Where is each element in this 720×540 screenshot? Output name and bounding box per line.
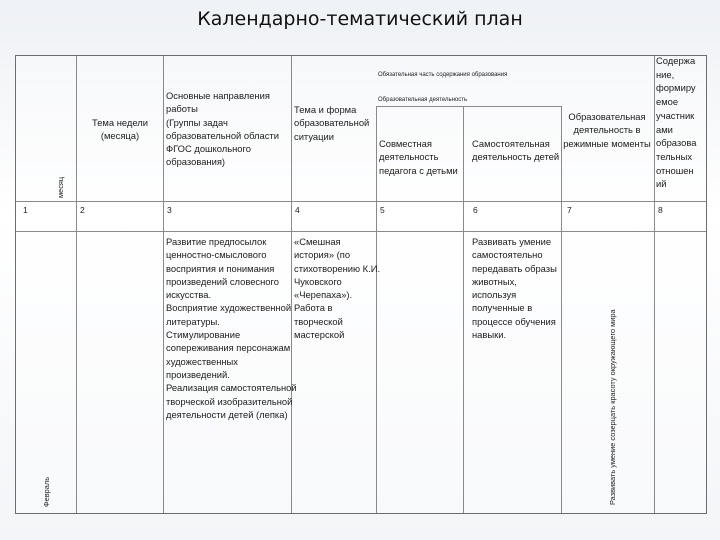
grid-line (654, 56, 655, 513)
page-title: Календарно-тематический план (197, 8, 523, 30)
header-regime-activity (561, 110, 653, 150)
header-directions-line: работы (166, 103, 198, 115)
row-directions-line: сопереживания персонажам (166, 342, 291, 354)
header-directions-line: (Группы задач (166, 116, 228, 128)
row-independent-text (472, 235, 557, 341)
grid-line (561, 106, 562, 513)
column-number: 2 (80, 205, 85, 215)
header-content-line: емое (656, 96, 679, 108)
row-directions-line: искусства. (166, 289, 212, 301)
grid-line (163, 56, 164, 513)
row-directions-line: Развитие предпосылок (166, 236, 267, 247)
row-directions-line: произведений словесного (166, 275, 279, 287)
row-independent-line: Развивать умение (472, 236, 552, 247)
row-directions-line: Восприятие художественной (166, 302, 292, 314)
header-week-theme (82, 116, 158, 143)
row-directions-line: произведений. (166, 368, 230, 380)
row-independent-line: передавать образы (472, 262, 557, 274)
header-form-theme-line: ситуации (294, 130, 334, 142)
header-regime-activity-line: деятельность в (573, 124, 641, 136)
column-number: 4 (295, 205, 300, 215)
header-directions-line: Основные направления (166, 90, 270, 101)
header-content-partial (656, 54, 696, 191)
column-number: 7 (567, 205, 572, 215)
header-content-line: отношен (656, 164, 694, 176)
row-form-line: Работа в (294, 302, 333, 314)
header-content-line: ий (656, 178, 667, 190)
grid-line (76, 56, 77, 513)
header-form-theme (294, 103, 369, 143)
row-directions-line: восприятия и понимания (166, 262, 275, 274)
header-content-line: Содержа (656, 55, 696, 66)
header-directions-line: образования) (166, 156, 226, 168)
row-directions-line: художественных (166, 355, 238, 367)
header-educational-activity: Образовательная деятельность (378, 97, 468, 103)
row-directions-line: творческой изобразительной (166, 395, 293, 407)
row-independent-line: животных, (472, 275, 517, 287)
grid-line (16, 201, 706, 202)
row-form-line: «Смешная (294, 236, 341, 247)
row-independent-line: самостоятельно (472, 249, 543, 261)
row-directions-line: литературы. (166, 315, 220, 327)
row-form-line: творческой (294, 315, 343, 327)
column-number: 5 (380, 205, 385, 215)
row-independent-line: полученные в (472, 302, 533, 314)
grid-line (463, 106, 464, 513)
header-joint-activity-line: педагога с детьми (379, 164, 458, 176)
header-directions-line: ФГОС дошкольного (166, 143, 251, 155)
header-content-line: участник (656, 109, 695, 121)
header-mandatory-part: Обязательная часть содержания образования (378, 72, 508, 78)
header-form-theme-line: образовательной (294, 117, 370, 129)
header-regime-activity-line: Образовательная (568, 111, 646, 122)
plan-table (15, 55, 707, 514)
header-independent-activity-line: деятельность детей (472, 151, 560, 163)
header-directions-line: образовательной области (166, 129, 279, 141)
row-form-line: мастерской (294, 329, 345, 341)
row-independent-line: процессе обучения (472, 315, 556, 327)
header-joint-activity-line: Совместная (379, 138, 432, 149)
column-number: 8 (658, 205, 663, 215)
header-month: месяц (56, 176, 65, 198)
header-content-line: образова (656, 137, 697, 149)
header-independent-activity (472, 137, 559, 164)
row-directions-line: Реализация самостоятельной (166, 382, 297, 394)
row-form-text (294, 235, 380, 341)
header-joint-activity-line: деятельность (379, 151, 439, 163)
header-content-line: ние, (656, 68, 675, 80)
row-directions-line: деятельности детей (лепка) (166, 408, 288, 420)
row-regime-vertical: Развивать умение созерцать красоту окружающего мира (608, 309, 617, 505)
header-joint-activity (379, 137, 458, 177)
header-regime-activity-line: режимные моменты (563, 137, 651, 149)
row-directions-text (166, 235, 297, 421)
row-form-line: Чуковского (294, 275, 342, 287)
header-content-line: ами (656, 123, 673, 135)
row-month-value: Февраль (42, 476, 51, 507)
header-form-theme-line: Тема и форма (294, 104, 357, 115)
grid-line (16, 231, 706, 232)
column-number: 3 (167, 205, 172, 215)
header-independent-activity-line: Самостоятельная (472, 138, 550, 149)
row-directions-line: Стимулирование (166, 329, 241, 341)
row-form-line: «Черепаха»). (294, 289, 353, 301)
header-week-theme-line: Тема недели (92, 117, 148, 128)
column-number: 6 (473, 205, 478, 215)
row-independent-line: навыки. (472, 329, 507, 341)
header-content-line: тельных (656, 150, 693, 162)
header-directions (166, 89, 279, 169)
header-week-theme-line: (месяца) (100, 130, 140, 142)
grid-line (376, 106, 561, 107)
row-directions-line: ценностно-смыслового (166, 249, 267, 261)
row-form-line: стихотворению К.И. (294, 262, 381, 274)
column-number: 1 (23, 205, 28, 215)
row-independent-line: используя (472, 289, 517, 301)
header-content-line: формиру (656, 82, 696, 94)
row-form-line: история» (по (294, 249, 351, 261)
